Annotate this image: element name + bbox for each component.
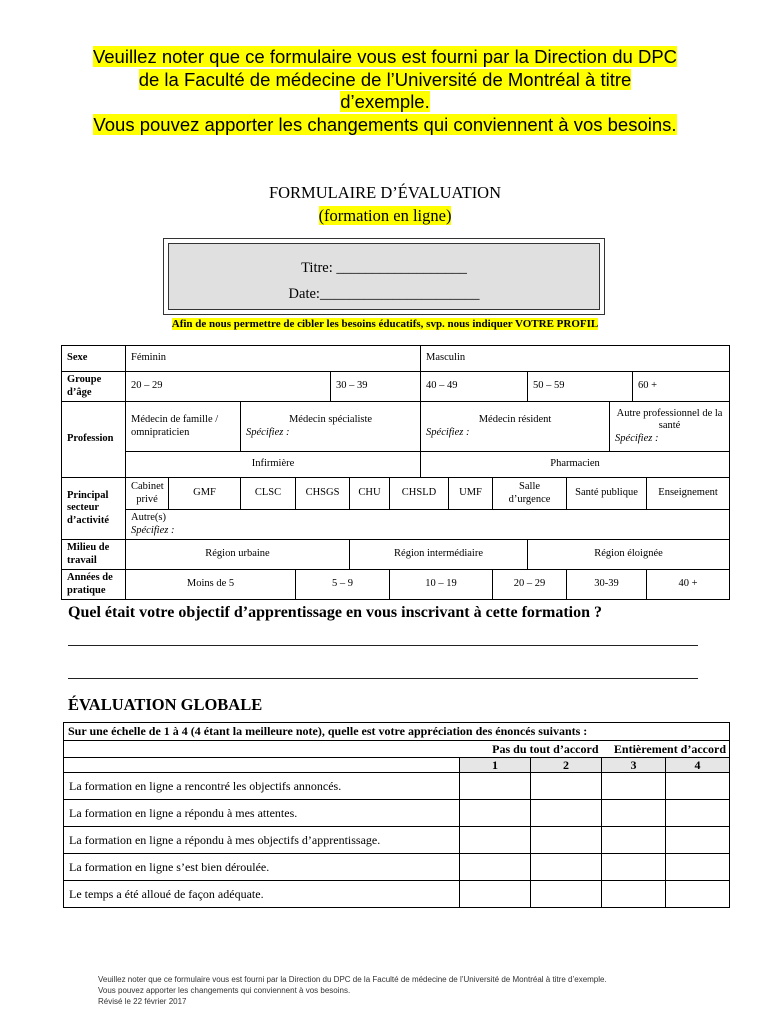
rating-cell[interactable]: [666, 800, 730, 827]
option-moins-5[interactable]: Moins de 5: [126, 570, 296, 600]
footer-line-1: Veuillez noter que ce formulaire vous est fourni par la Direction du DPC de la Faculté de médecine de l’Université de Montréal à titre d’exemple.: [98, 975, 607, 984]
option-region-eloignee[interactable]: Région éloignée: [528, 540, 730, 570]
row-profession-2: [62, 452, 730, 478]
objective-answer-line-1[interactable]: [68, 645, 698, 646]
statement-row: [64, 800, 730, 827]
rating-cell[interactable]: [531, 827, 602, 854]
option-cabinet-prive[interactable]: Cabinet privé: [126, 478, 169, 510]
rating-cell[interactable]: [460, 800, 531, 827]
evaluation-instruction: Sur une échelle de 1 à 4 (4 étant la meilleure note), quelle est votre appréciation des énoncés suivants :: [64, 723, 730, 741]
rating-cell[interactable]: [602, 854, 666, 881]
statement-row: [64, 773, 730, 800]
profile-note: Afin de nous permettre de cibler les besoins éducatifs, svp. nous indiquer VOTRE PROFIL: [171, 318, 599, 330]
option-chsgs[interactable]: CHSGS: [296, 478, 350, 510]
option-10-19[interactable]: 10 – 19: [390, 570, 493, 600]
option-chu[interactable]: CHU: [350, 478, 390, 510]
specify-resident[interactable]: Spécifiez :: [426, 426, 470, 438]
rating-cell[interactable]: [460, 827, 531, 854]
scale-2: 2: [531, 758, 602, 773]
statement-row: [64, 854, 730, 881]
rating-cell[interactable]: [666, 827, 730, 854]
option-salle-urgence[interactable]: Salle d’urgence: [493, 478, 567, 510]
notice-line-1: Veuillez noter que ce formulaire vous est fourni par la Direction du DPC: [92, 46, 678, 67]
footer-line-2: Vous pouvez apporter les changements qui conviennent à vos besoins.: [98, 986, 351, 995]
scale-4: 4: [666, 758, 730, 773]
specify-specialiste[interactable]: Spécifiez :: [246, 426, 290, 438]
option-autres-label: Autre(s): [131, 512, 166, 523]
rating-cell[interactable]: [531, 881, 602, 908]
evaluation-table: [63, 722, 730, 908]
row-sexe: [62, 346, 730, 372]
option-age-20-29[interactable]: 20 – 29: [126, 372, 331, 402]
notice-line-4: Vous pouvez apporter les changements qui conviennent à vos besoins.: [93, 113, 677, 135]
statement-3: La formation en ligne a répondu à mes objectifs d’apprentissage.: [64, 827, 460, 854]
option-clsc[interactable]: CLSC: [241, 478, 296, 510]
date-field[interactable]: Date:______________________: [288, 286, 480, 302]
option-infirmiere[interactable]: Infirmière: [126, 452, 421, 478]
footer: [98, 974, 607, 1007]
rating-cell[interactable]: [460, 881, 531, 908]
option-medecin-resident[interactable]: [421, 402, 610, 452]
option-feminin[interactable]: Féminin: [126, 346, 421, 372]
row-milieu: [62, 540, 730, 570]
objective-question: Quel était votre objectif d’apprentissage en vous inscrivant à cette formation ?: [68, 604, 602, 621]
option-enseignement[interactable]: Enseignement: [647, 478, 730, 510]
option-umf[interactable]: UMF: [449, 478, 493, 510]
rating-cell[interactable]: [666, 881, 730, 908]
row-annees: [62, 570, 730, 600]
row-profession: [62, 402, 730, 452]
row-secteur: [62, 478, 730, 510]
option-medecin-famille[interactable]: Médecin de famille / omnipraticien: [126, 402, 241, 452]
statement-2: La formation en ligne a répondu à mes attentes.: [64, 800, 460, 827]
scale-3: 3: [602, 758, 666, 773]
label-profession: Profession: [62, 402, 126, 478]
option-30-39[interactable]: 30-39: [567, 570, 647, 600]
statement-row: [64, 881, 730, 908]
rating-cell[interactable]: [666, 773, 730, 800]
option-age-30-39[interactable]: 30 – 39: [331, 372, 421, 402]
rating-cell[interactable]: [531, 773, 602, 800]
option-autre-professionnel-label: Autre professionnel de la santé: [616, 407, 723, 432]
rating-cell[interactable]: [602, 881, 666, 908]
option-chsld[interactable]: CHSLD: [390, 478, 449, 510]
rating-cell[interactable]: [666, 854, 730, 881]
rating-cell[interactable]: [531, 800, 602, 827]
notice-line-2: de la Faculté de médecine de l’Université de Montréal à titre: [138, 68, 632, 90]
label-sexe: Sexe: [62, 346, 126, 372]
rating-cell[interactable]: [602, 800, 666, 827]
option-autres-secteur[interactable]: [126, 510, 730, 540]
option-region-intermediaire[interactable]: Région intermédiaire: [350, 540, 528, 570]
label-milieu: Milieu de travail: [62, 540, 126, 570]
specify-autres-secteur[interactable]: Spécifiez :: [131, 524, 175, 536]
option-medecin-resident-label: Médecin résident: [478, 414, 552, 425]
option-age-60-plus[interactable]: 60 +: [633, 372, 730, 402]
statement-4: La formation en ligne s’est bien déroulée.: [64, 854, 460, 881]
label-age: Groupe d’âge: [62, 372, 126, 402]
option-autre-professionnel[interactable]: [610, 402, 730, 452]
row-secteur-2: [62, 510, 730, 540]
option-region-urbaine[interactable]: Région urbaine: [126, 540, 350, 570]
option-age-50-59[interactable]: 50 – 59: [528, 372, 633, 402]
row-age: [62, 372, 730, 402]
rating-cell[interactable]: [460, 773, 531, 800]
option-medecin-specialiste[interactable]: [241, 402, 421, 452]
evaluation-heading: ÉVALUATION GLOBALE: [68, 695, 263, 714]
footer-line-3: Révisé le 22 février 2017: [98, 997, 187, 1006]
label-annees: Années de pratique: [62, 570, 126, 600]
option-20-29[interactable]: 20 – 29: [493, 570, 567, 600]
title-field[interactable]: Titre: __________________: [301, 260, 467, 276]
option-sante-publique[interactable]: Santé publique: [567, 478, 647, 510]
objective-answer-line-2[interactable]: [68, 678, 698, 679]
scale-low-label: Pas du tout d’accord: [64, 741, 602, 758]
option-medecin-specialiste-label: Médecin spécialiste: [288, 414, 373, 425]
option-40-plus[interactable]: 40 +: [647, 570, 730, 600]
rating-cell[interactable]: [602, 827, 666, 854]
rating-cell[interactable]: [460, 854, 531, 881]
profile-note-wrap: [0, 318, 770, 330]
option-5-9[interactable]: 5 – 9: [296, 570, 390, 600]
option-pharmacien[interactable]: Pharmacien: [421, 452, 730, 478]
statement-1: La formation en ligne a rencontré les objectifs annoncés.: [64, 773, 460, 800]
option-gmf[interactable]: GMF: [169, 478, 241, 510]
notice-line-3: d’exemple.: [340, 91, 430, 113]
option-masculin[interactable]: Masculin: [421, 346, 730, 372]
form-title: FORMULAIRE D’ÉVALUATION: [268, 183, 502, 202]
notice-banner: [40, 46, 730, 136]
rating-cell[interactable]: [602, 773, 666, 800]
form-subtitle-wrap: [0, 206, 770, 226]
title-date-box: [163, 238, 605, 315]
form-subtitle: (formation en ligne): [318, 206, 452, 225]
statement-row: [64, 827, 730, 854]
statement-5: Le temps a été alloué de façon adéquate.: [64, 881, 460, 908]
specify-autre-professionnel[interactable]: Spécifiez :: [615, 432, 659, 444]
option-age-40-49[interactable]: 40 – 49: [421, 372, 528, 402]
rating-cell[interactable]: [531, 854, 602, 881]
profile-table: [61, 345, 730, 600]
scale-high-label: Entièrement d’accord: [602, 741, 730, 758]
scale-1: 1: [460, 758, 531, 773]
label-secteur: Principal secteur d’activité: [62, 478, 126, 540]
